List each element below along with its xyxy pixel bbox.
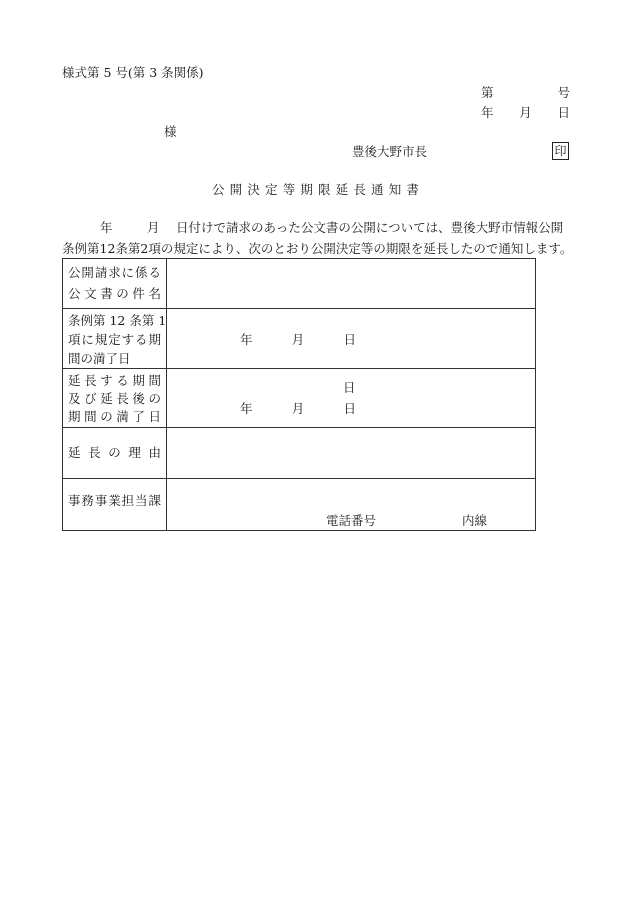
row-label-line: 間の満了日 xyxy=(68,351,131,366)
notice-line1-month: 月 xyxy=(147,220,160,235)
notice-line1-text: 日付けで請求のあった公文書の公開については、豊後大野市情報公開 xyxy=(176,220,564,235)
notice-line2: 条例第12条第2項の規定により、次のとおり公開決定等の期限を延長したので通知します。 xyxy=(62,241,573,256)
addressee-suffix: 様 xyxy=(164,124,177,139)
table-row-department xyxy=(63,479,535,530)
row-label xyxy=(63,428,167,478)
extension-days-field: 日 xyxy=(343,380,356,395)
row-label-line: 事 務 事 業 担 当 課 xyxy=(68,493,161,508)
issue-date-line: 年 月 日 xyxy=(481,105,570,120)
notice-title: 公 開 決 定 等 期 限 延 長 通 知 書 xyxy=(212,182,419,197)
seal-mark: 印 xyxy=(552,142,569,160)
row-label xyxy=(63,259,167,308)
row-label-line: 及 び 延 長 後 の xyxy=(68,391,161,406)
notice-line1-year: 年 xyxy=(100,220,113,235)
form-number-label: 様式第 5 号(第 3 条関係) xyxy=(62,65,204,80)
row-label-line: 条例第 12 条第 1 xyxy=(68,313,167,328)
row-label-line: 延 長 す る 期 間 xyxy=(68,373,161,388)
document-number-line: 第 号 xyxy=(481,85,570,100)
extended-deadline-date-field: 年 月 日 xyxy=(240,401,356,416)
info-table xyxy=(62,258,536,531)
row-label-line: 公 開 請 求 に 係 る xyxy=(68,265,161,280)
table-row-request-subject xyxy=(63,259,535,309)
row-label-line: 項 に 規 定 す る 期 xyxy=(68,332,161,347)
row-label xyxy=(63,479,167,530)
phone-number-label: 電話番号 xyxy=(326,513,377,528)
row-label-line: 公 文 書 の 件 名 xyxy=(68,286,161,301)
row-label-line: 期 間 の 満 了 日 xyxy=(68,409,161,424)
original-deadline-date-field: 年 月 日 xyxy=(240,332,356,347)
row-label xyxy=(63,309,167,368)
row-label xyxy=(63,369,167,427)
table-row-original-deadline xyxy=(63,309,535,369)
table-row-extension-reason xyxy=(63,428,535,479)
issuer-name: 豊後大野市長 xyxy=(352,144,428,159)
table-row-extension-period xyxy=(63,369,535,428)
row-label-line: 延 長 の 理 由 xyxy=(68,445,161,460)
extension-number-label: 内線 xyxy=(462,513,488,528)
